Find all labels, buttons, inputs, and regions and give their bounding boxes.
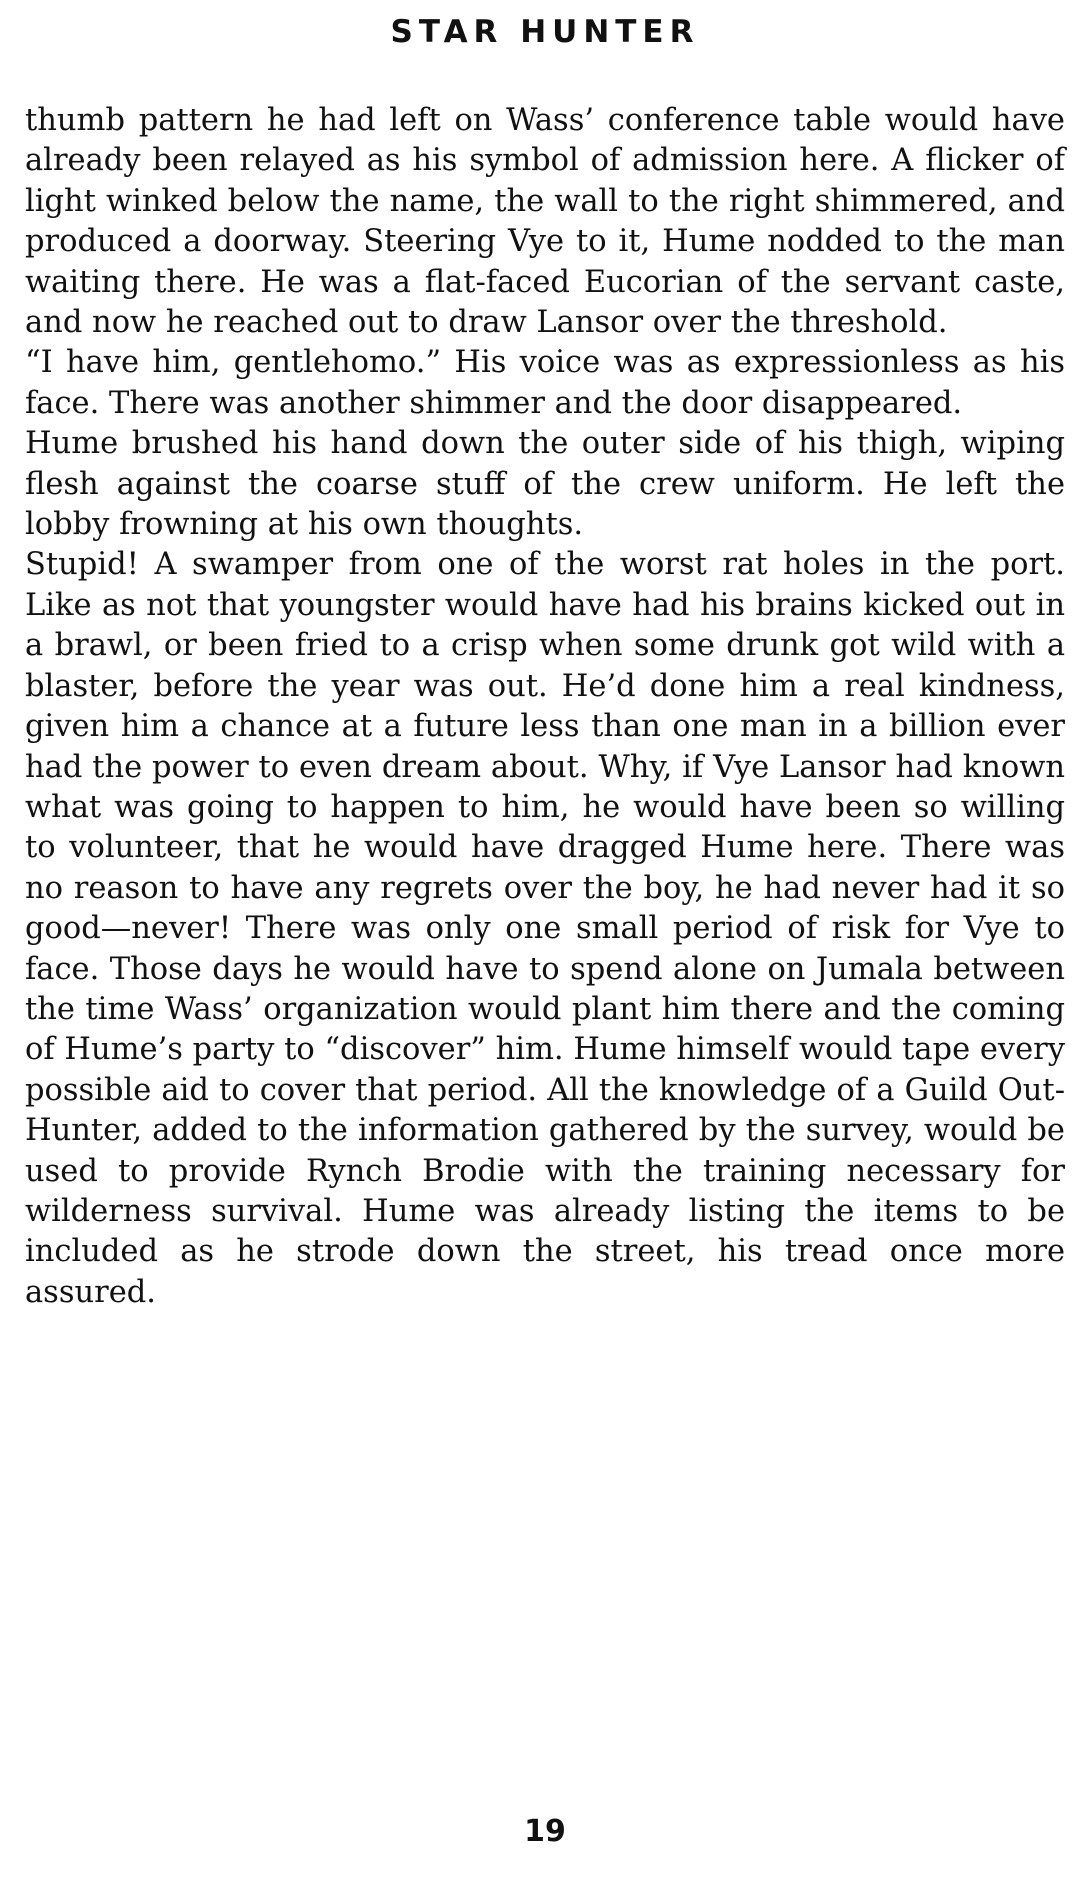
- body-text: [25, 101, 1065, 1313]
- paragraph-1: thumb pattern he had left on Wass’ conference table would have already been relayed as his symbol of admission here. A flicker of light winked below the name, the wall to the right shimmered, and produced a doorway. Steering Vye to it, Hume nodded to the man waiting there. He was a flat-faced Eucorian of the servant caste, and now he reached out to draw Lansor over the threshold.: [25, 103, 1065, 341]
- paragraph-4: Stupid! A swamper from one of the worst rat holes in the port. Like as not that youngster would have had his brains kicked out in a brawl, or been fried to a crisp when some drunk got wild with a blaster, before the year was out. He’d done him a real kindness, given him a chance at a future less than one man in a billion ever had the power to even dream about. Why, if Vye Lansor had known what was going to happen to him, he would have been so willing to volunteer, that he would have dragged Hume here. There was no reason to have any regrets over the boy, he had never had it so good—never! There was only one small period of risk for Vye to face. Those days he would have to spend alone on Jumala between the time Wass’ organization would plant him there and the coming of Hume’s party to “discover” him. Hume himself would tape every possible aid to cover that period. All the knowledge of a Guild Out-Hunter, added to the information gathered by the survey, would be used to provide Rynch Brodie with the training necessary for wilderness survival. Hume was already listing the items to be included as he strode down the street, his tread once more assured.: [25, 547, 1065, 1310]
- paragraph-2: “I have him, gentlehomo.” His voice was as expressionless as his face. There was another shimmer and the door disappeared.: [25, 345, 1065, 421]
- page-number: 19: [524, 1814, 566, 1849]
- paragraph-3: Hume brushed his hand down the outer side of his thigh, wiping flesh against the coarse stuff of the crew uniform. He left the lobby frowning at his own thoughts.: [25, 426, 1065, 543]
- running-title: STAR HUNTER: [390, 14, 700, 50]
